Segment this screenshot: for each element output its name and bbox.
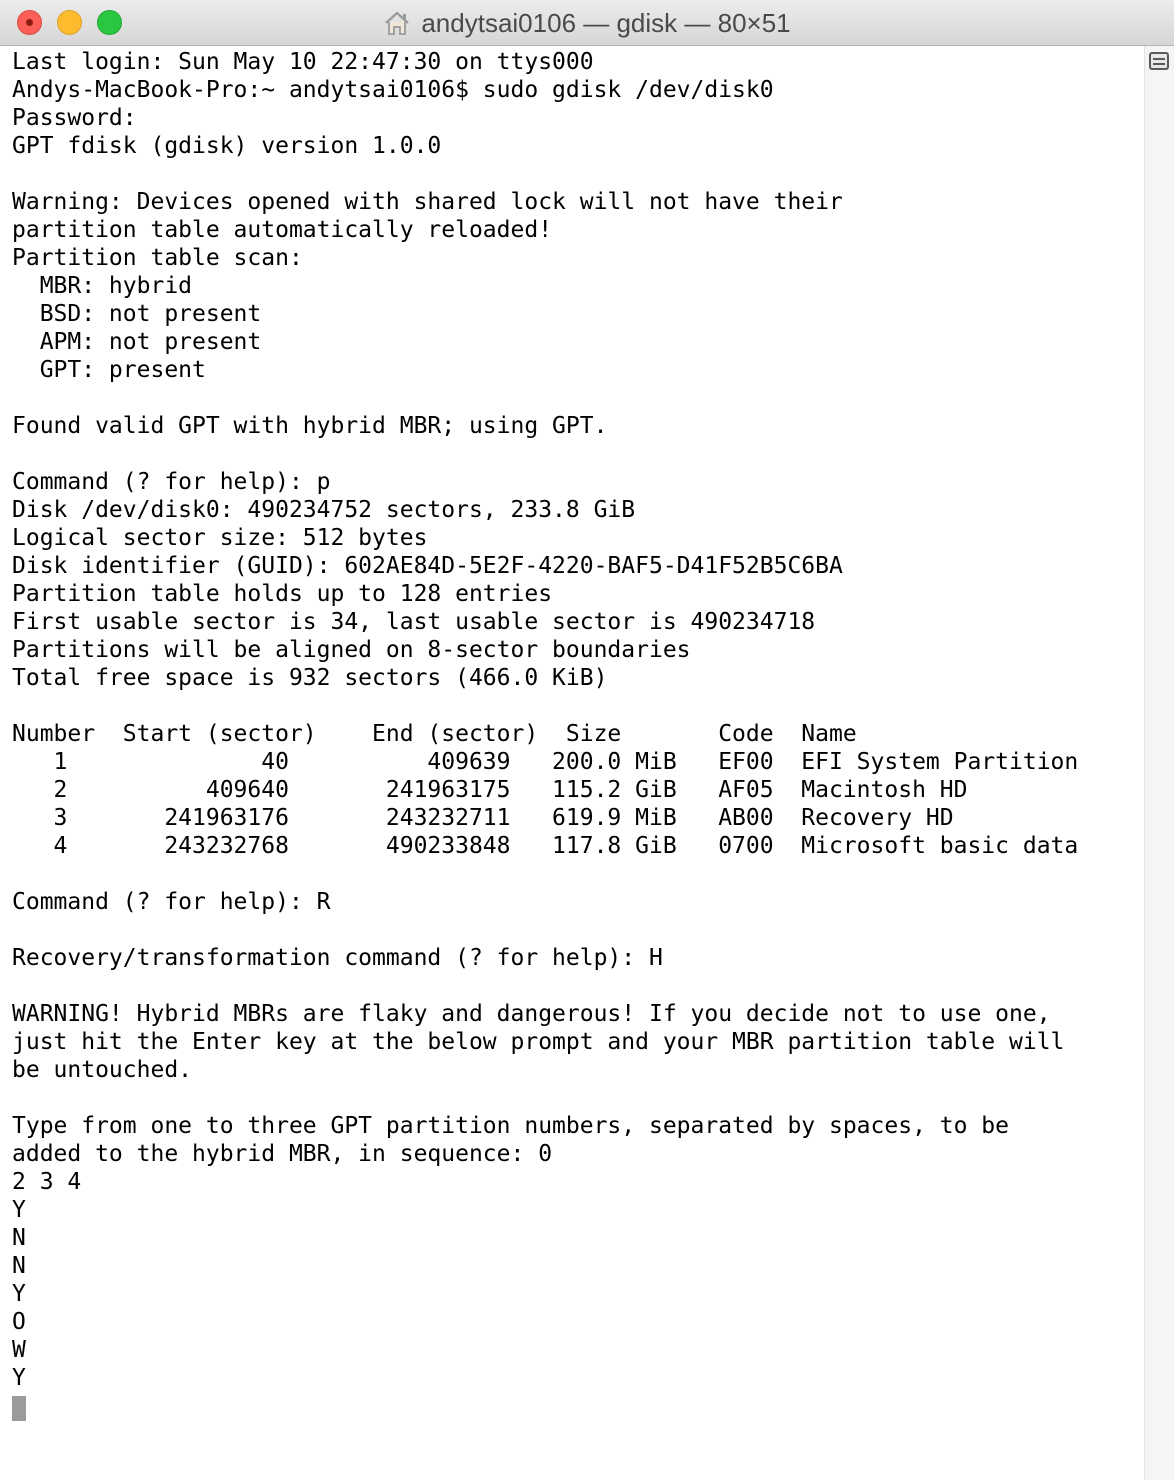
terminal-line: be untouched. bbox=[12, 1057, 193, 1083]
terminal-line: Disk identifier (GUID): 602AE84D-5E2F-4220-BAF5-D41F52B5C6BA bbox=[12, 553, 843, 579]
terminal-line: Logical sector size: 512 bytes bbox=[12, 525, 428, 551]
terminal-line: partition table automatically reloaded! bbox=[12, 217, 553, 243]
terminal-line: Y bbox=[12, 1365, 26, 1391]
terminal-line: WARNING! Hybrid MBRs are flaky and dangerous! If you decide not to use one, bbox=[12, 1001, 1051, 1027]
terminal-line bbox=[12, 384, 1142, 412]
terminal-line bbox=[12, 160, 1142, 188]
terminal-line: MBR: hybrid bbox=[12, 273, 193, 299]
terminal-line: Password: bbox=[12, 105, 137, 131]
terminal-line: APM: not present bbox=[12, 329, 262, 355]
terminal-line: Andys-MacBook-Pro:~ andytsai0106$ sudo gdisk /dev/disk0 bbox=[12, 77, 774, 103]
terminal-line: Disk /dev/disk0: 490234752 sectors, 233.8 GiB bbox=[12, 497, 636, 523]
terminal-line: GPT: present bbox=[12, 357, 206, 383]
terminal-line: Partitions will be aligned on 8-sector boundaries bbox=[12, 637, 691, 663]
terminal-line: Last login: Sun May 10 22:47:30 on ttys000 bbox=[12, 49, 594, 75]
terminal-line: Partition table holds up to 128 entries bbox=[12, 581, 553, 607]
terminal-line: Partition table scan: bbox=[12, 245, 303, 271]
terminal-line: 4 243232768 490233848 117.8 GiB 0700 Microsoft basic data bbox=[12, 833, 1079, 859]
terminal-line: Type from one to three GPT partition numbers, separated by spaces, to be bbox=[12, 1113, 1009, 1139]
terminal-output[interactable] bbox=[12, 48, 1142, 1392]
text-cursor bbox=[12, 1396, 26, 1421]
vertical-scrollbar[interactable] bbox=[1144, 46, 1174, 1480]
terminal-line bbox=[12, 972, 1142, 1000]
terminal-line bbox=[12, 440, 1142, 468]
terminal-line: Command (? for help): R bbox=[12, 889, 331, 915]
terminal-line: N bbox=[12, 1253, 26, 1279]
terminal-line: Found valid GPT with hybrid MBR; using GPT. bbox=[12, 413, 608, 439]
terminal-line: Total free space is 932 sectors (466.0 KiB) bbox=[12, 665, 608, 691]
window-title: andytsai0106 — gdisk — 80×51 bbox=[421, 7, 791, 38]
terminal-line bbox=[12, 692, 1142, 720]
terminal-line bbox=[12, 860, 1142, 888]
title-bar[interactable] bbox=[0, 0, 1174, 46]
scroll-lines-icon[interactable] bbox=[1149, 52, 1169, 70]
terminal-line: 1 40 409639 200.0 MiB EF00 EFI System Partition bbox=[12, 749, 1079, 775]
terminal-line: First usable sector is 34, last usable sector is 490234718 bbox=[12, 609, 816, 635]
terminal-line: Y bbox=[12, 1281, 26, 1307]
terminal-line: just hit the Enter key at the below prompt and your MBR partition table will bbox=[12, 1029, 1065, 1055]
window-title-container bbox=[0, 0, 1174, 46]
terminal-line bbox=[12, 1084, 1142, 1112]
terminal-line: BSD: not present bbox=[12, 301, 262, 327]
terminal-line: 3 241963176 243232711 619.9 MiB AB00 Recovery HD bbox=[12, 805, 954, 831]
terminal-line: 2 409640 241963175 115.2 GiB AF05 Macintosh HD bbox=[12, 777, 968, 803]
terminal-line: Number Start (sector) End (sector) Size Code Name bbox=[12, 721, 857, 747]
terminal-line: O bbox=[12, 1309, 26, 1335]
terminal-line: Command (? for help): p bbox=[12, 469, 331, 495]
terminal-line: Recovery/transformation command (? for help): H bbox=[12, 945, 663, 971]
terminal-line: added to the hybrid MBR, in sequence: 0 bbox=[12, 1141, 553, 1167]
terminal-line: W bbox=[12, 1337, 26, 1363]
terminal-line: Y bbox=[12, 1197, 26, 1223]
terminal-line bbox=[12, 916, 1142, 944]
terminal-line: 2 3 4 bbox=[12, 1169, 82, 1195]
home-icon bbox=[383, 10, 411, 36]
terminal-line: Warning: Devices opened with shared lock will not have their bbox=[12, 189, 843, 215]
terminal-line: GPT fdisk (gdisk) version 1.0.0 bbox=[12, 133, 442, 159]
terminal-line: N bbox=[12, 1225, 26, 1251]
